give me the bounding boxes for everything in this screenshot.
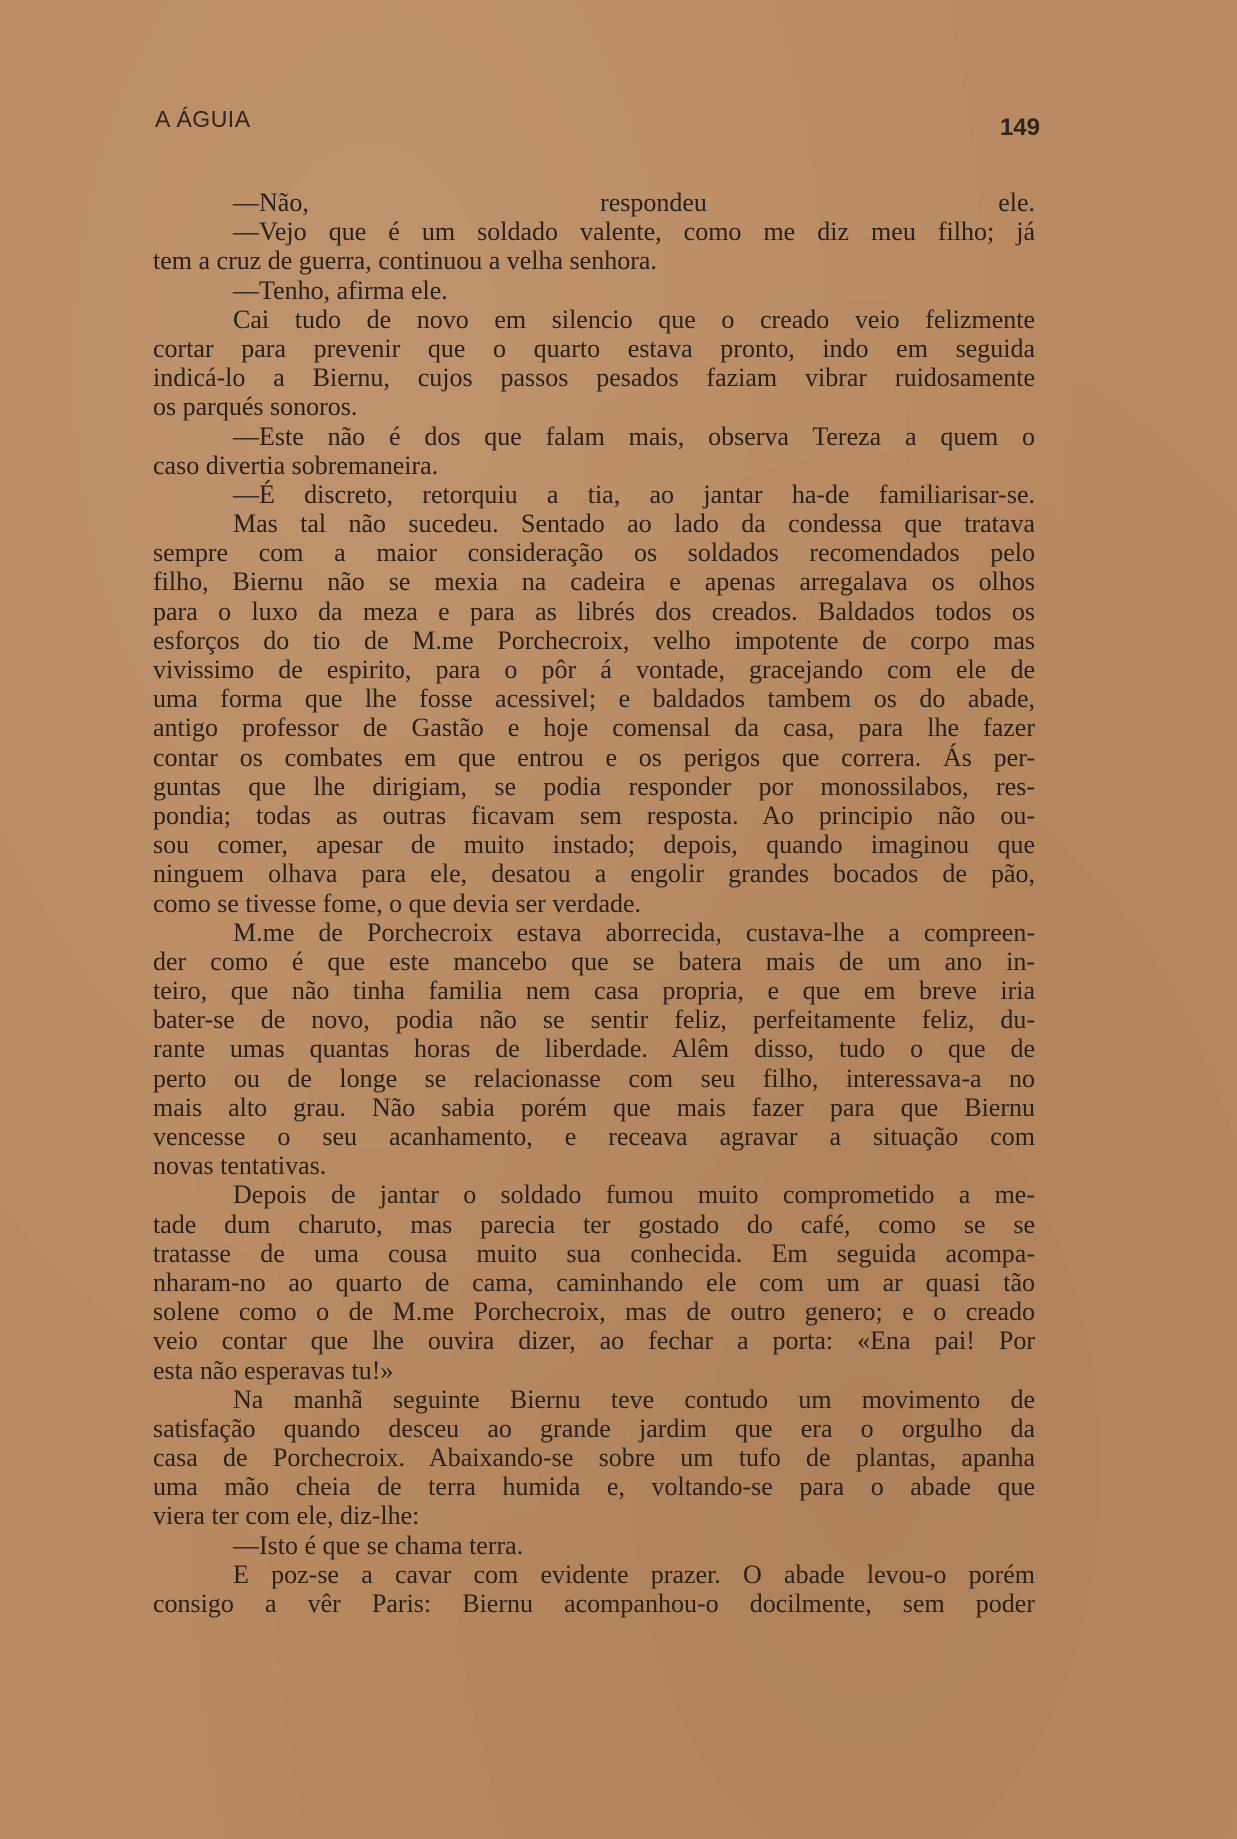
text-line: —É discreto, retorquiu a tia, ao jantar ha-de familiarisar-se. (233, 479, 1035, 509)
running-title: A ÁGUIA (155, 106, 251, 132)
text-line: satisfação quando desceu ao grande jardim que era o orgulho da (153, 1413, 1035, 1443)
text-line: —Este não é dos que falam mais, observa Tereza a quem o (233, 421, 1035, 451)
text-line: M.me de Porchecroix estava aborrecida, custava-lhe a compreen- (233, 917, 1035, 947)
text-line: Mas tal não sucedeu. Sentado ao lado da condessa que tratava (233, 509, 1035, 539)
text-line: der como é que este mancebo que se batera mais de um ano in- (153, 946, 1035, 976)
text-line: E poz-se a cavar com evidente prazer. O abade levou-o porém (233, 1559, 1035, 1589)
text-line: esforços do tio de M.me Porchecroix, velho impotente de corpo mas (153, 625, 1035, 655)
text-line: tratasse de uma cousa muito sua conhecida. Em seguida acompa- (153, 1238, 1035, 1268)
text-line: —Tenho, afirma ele. (233, 275, 448, 305)
text-line: —Isto é que se chama terra. (233, 1530, 524, 1560)
text-line: vencesse o seu acanhamento, e receava agravar a situação com (153, 1122, 1035, 1151)
text-line: teiro, que não tinha familia nem casa propria, e que em breve iria (153, 976, 1035, 1006)
text-line: os parqués sonoros. (153, 392, 358, 422)
text-line: Cai tudo de novo em silencio que o creado veio felizmente (233, 304, 1035, 334)
text-line: uma forma que lhe fosse acessivel; e baldados tambem os do abade, (153, 684, 1035, 714)
text-line: nharam-no ao quarto de cama, caminhando ele com um ar quasi tão (153, 1267, 1035, 1297)
text-line: casa de Porchecroix. Abaixando-se sobre um tufo de plantas, apanha (153, 1443, 1035, 1473)
text-line: sou comer, apesar de muito instado; depois, quando imaginou que (153, 830, 1035, 860)
text-line: sempre com a maior consideração os soldados recomendados pelo (153, 538, 1035, 568)
page-number: 149 (999, 114, 1040, 141)
text-line: bater-se de novo, podia não se sentir feliz, perfeitamente feliz, du- (153, 1005, 1035, 1035)
text-line: antigo professor de Gastão e hoje comensal da casa, para lhe fazer (153, 713, 1035, 743)
text-line: ninguem olhava para ele, desatou a engolir grandes bocados de pão, (153, 859, 1035, 889)
text-line: esta não esperavas tu!» (153, 1355, 394, 1385)
body-text (153, 188, 1035, 1618)
text-line: solene como o de M.me Porchecroix, mas de outro genero; e o creado (153, 1297, 1035, 1327)
text-line: —Não, respondeu ele. (233, 188, 1035, 217)
text-line: como se tivesse fome, o que devia ser verdade. (153, 888, 642, 918)
text-line: caso divertia sobremaneira. (153, 450, 439, 480)
text-line: novas tentativas. (153, 1151, 327, 1181)
text-line: —Vejo que é um soldado valente, como me diz meu filho; já (233, 217, 1035, 247)
text-line: para o luxo da meza e para as librés dos creados. Baldados todos os (153, 596, 1035, 626)
page-header (155, 104, 1040, 144)
text-line: veio contar que lhe ouvira dizer, ao fechar a porta: «Ena pai! Por (153, 1326, 1035, 1356)
text-line: consigo a vêr Paris: Biernu acompanhou-o docilmente, sem poder (153, 1589, 1035, 1618)
text-line: perto ou de longe se relacionasse com seu filho, interessava-a no (153, 1063, 1035, 1093)
text-line: filho, Biernu não se mexia na cadeira e apenas arregalava os olhos (153, 567, 1035, 597)
text-line: Na manhã seguinte Biernu teve contudo um movimento de (233, 1384, 1035, 1414)
text-line: viera ter com ele, diz-lhe: (153, 1501, 420, 1531)
text-line: indicá-lo a Biernu, cujos passos pesados faziam vibrar ruidosamente (153, 363, 1035, 393)
text-line: rante umas quantas horas de liberdade. Alêm disso, tudo o que de (153, 1034, 1035, 1064)
text-line: cortar para prevenir que o quarto estava pronto, indo em seguida (153, 333, 1035, 363)
text-line: contar os combates em que entrou e os perigos que correra. Ás per- (153, 742, 1035, 772)
text-line: Depois de jantar o soldado fumou muito comprometido a me- (233, 1180, 1035, 1210)
text-line: mais alto grau. Não sabia porém que mais fazer para que Biernu (153, 1092, 1035, 1122)
text-line: uma mão cheia de terra humida e, voltando-se para o abade que (153, 1472, 1035, 1502)
text-line: tem a cruz de guerra, continuou a velha senhora. (153, 246, 657, 276)
text-line: pondia; todas as outras ficavam sem resposta. Ao principio não ou- (153, 800, 1035, 830)
text-line: guntas que lhe dirigiam, se podia responder por monossilabos, res- (153, 771, 1035, 801)
text-line: vivissimo de espirito, para o pôr á vontade, gracejando com ele de (153, 655, 1035, 684)
text-line: tade dum charuto, mas parecia ter gostado do café, como se se (153, 1209, 1035, 1239)
